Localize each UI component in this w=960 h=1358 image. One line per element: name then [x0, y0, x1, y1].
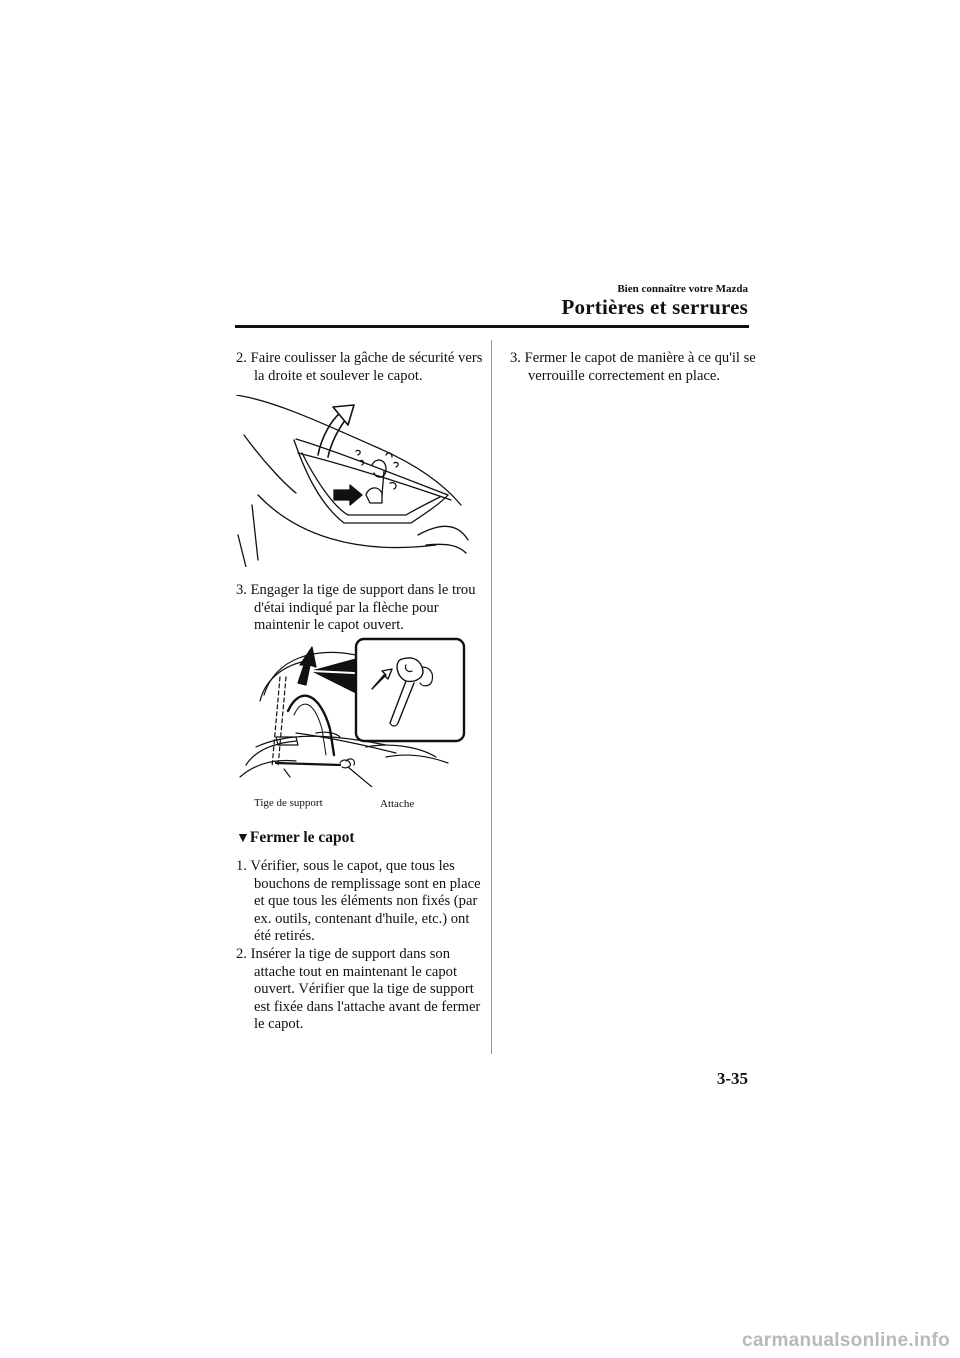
safety-catch-illustration	[236, 395, 472, 567]
header-divider	[235, 325, 749, 328]
page-number: 3-35	[716, 1069, 748, 1088]
support-rod-label: Tige de support	[254, 797, 323, 809]
support-rod-illustration	[236, 637, 468, 810]
close-hood-heading-text: Fermer le capot	[249, 829, 355, 846]
step-3-open-text: 3. Engager la tige de support dans le trou d'étai indiqué par la flèche pour maintenir le capot ouvert.	[236, 582, 476, 633]
close-hood-heading	[236, 829, 355, 847]
step-2-open-text: 2. Faire coulisser la gâche de sécurité vers la droite et soulever le capot.	[236, 350, 483, 384]
watermark-text: carmanualsonline.info	[742, 1330, 950, 1351]
step-2-close-text: 2. Insérer la tige de support dans son attache tout en maintenant le capot ouvert. Vérifier que la tige de support est fixée dans l'attache avant de fermer le capot.	[236, 946, 481, 1032]
page-title: Portières et serrures	[561, 295, 748, 319]
chapter-subtitle: Bien connaître votre Mazda	[617, 283, 748, 295]
column-divider	[491, 340, 492, 1054]
clip-label: Attache	[380, 798, 415, 810]
step-1-close-text: 1. Vérifier, sous le capot, que tous les bouchons de remplissage sont en place et que tous les éléments non fixés (par ex. outils, contenant d'huile, etc.) ont été retirés.	[236, 858, 481, 944]
step-3-close-text: 3. Fermer le capot de manière à ce qu'il se verrouille correctement en place.	[510, 350, 756, 384]
section-marker-icon: ▼	[236, 831, 250, 846]
